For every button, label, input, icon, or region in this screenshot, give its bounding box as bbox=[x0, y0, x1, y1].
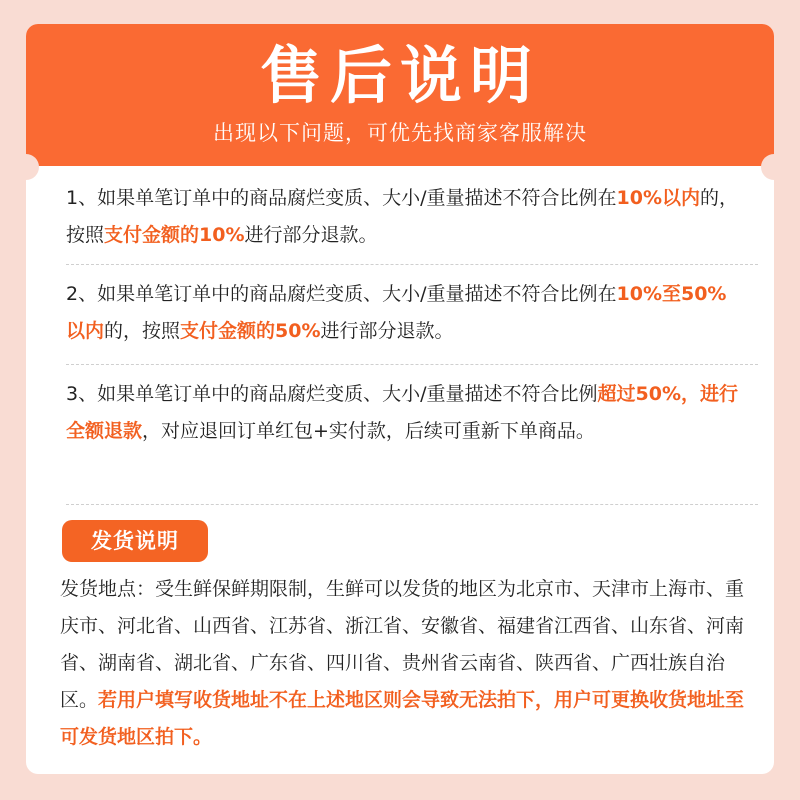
rule-highlight: 10%以内 bbox=[616, 187, 700, 209]
rule-text: ，对应退回订单红包+实付款，后续可重新下单商品。 bbox=[142, 420, 595, 442]
rule-text: 进行部分退款。 bbox=[320, 320, 454, 342]
page-subtitle: 出现以下问题，可优先找商家客服解决 bbox=[213, 121, 587, 145]
header-banner bbox=[26, 24, 774, 166]
shipping-section-tag: 发货说明 bbox=[62, 520, 208, 562]
shipping-warning: 若用户填写收货地址不在上述地区则会导致无法拍下，用户可更换收货地址至可发货地区拍下。 bbox=[60, 689, 745, 748]
rule-highlight: 超过50%，进行全额退款 bbox=[66, 383, 738, 442]
rule-item-2 bbox=[66, 276, 742, 350]
rule-text: 3、如果单笔订单中的商品腐烂变质、大小/重量描述不符合比例 bbox=[66, 383, 598, 405]
page-title: 售后说明 bbox=[259, 39, 540, 112]
rule-text: 的，按照 bbox=[66, 187, 738, 246]
shipping-description bbox=[60, 571, 750, 756]
dashed-divider bbox=[66, 364, 758, 365]
rule-item-1 bbox=[66, 180, 742, 254]
rule-text: 进行部分退款。 bbox=[244, 224, 378, 246]
dashed-divider bbox=[66, 264, 758, 265]
rule-text: 的，按照 bbox=[104, 320, 181, 342]
after-sales-card bbox=[26, 24, 774, 774]
rule-item-3 bbox=[66, 376, 742, 450]
rule-highlight: 支付金额的50% bbox=[180, 320, 321, 342]
dashed-divider bbox=[66, 504, 758, 505]
rule-highlight: 10%至50%以内 bbox=[66, 283, 727, 342]
rule-text: 2、如果单笔订单中的商品腐烂变质、大小/重量描述不符合比例在 bbox=[66, 283, 617, 305]
shipping-regions-text: 发货地点：受生鲜保鲜期限制，生鲜可以发货的地区为北京市、天津市上海市、重庆市、河北省、山西省、江苏省、浙江省、安徽省、福建省江西省、山东省、河南省、湖南省、湖北省、广东省、四川省、贵州省云南省、陕西省、广西壮族自治区。 bbox=[60, 578, 745, 711]
ticket-notch-right bbox=[761, 154, 774, 180]
rule-highlight: 支付金额的10% bbox=[104, 224, 245, 246]
rule-text: 1、如果单笔订单中的商品腐烂变质、大小/重量描述不符合比例在 bbox=[66, 187, 617, 209]
